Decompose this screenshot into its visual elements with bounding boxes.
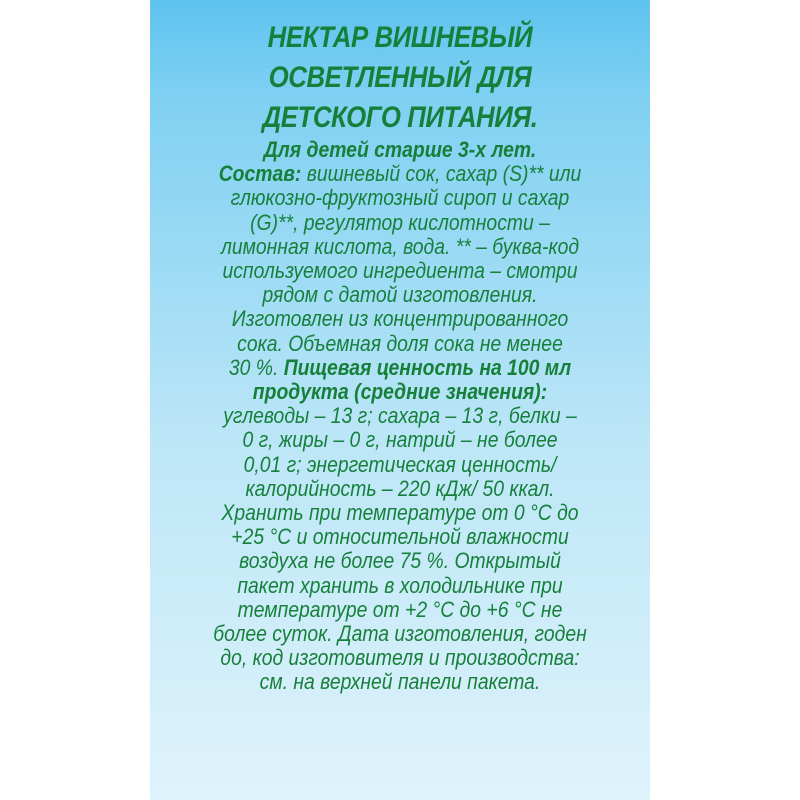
storage-line-5: температуре от +2 °С до +6 °С не xyxy=(237,596,563,622)
product-title xyxy=(185,18,615,138)
nutrition-line-2: 0 г, жиры – 0 г, натрий – не более xyxy=(242,427,558,453)
product-title-line-1: НЕКТАР ВИШНЕВЫЙ xyxy=(267,21,533,54)
production-line-1: Изготовлен из концентрированного xyxy=(231,306,569,332)
nutrition-line-3: 0,01 г; энергетическая ценность/ xyxy=(243,451,557,477)
storage-line-4: пакет хранить в холодильнике при xyxy=(237,572,563,598)
composition-line-4: лимонная кислота, вода. ** – буква-код xyxy=(220,233,580,259)
age-note: Для детей старше 3-х лет. xyxy=(263,137,537,162)
production-line-3 xyxy=(185,356,615,380)
composition-line-6: рядом с датой изготовления. xyxy=(262,282,538,308)
storage-line-8: см. на верхней панели пакета. xyxy=(259,669,541,695)
juice-share-text: 30 %. xyxy=(228,354,284,380)
storage-line-7: до, код изготовителя и производства: xyxy=(220,645,580,671)
label-text-block xyxy=(150,18,650,695)
composition-line-1 xyxy=(185,162,615,186)
nutrition-line-1: углеводы – 13 г; сахара – 13 г, белки – xyxy=(223,403,577,429)
composition-line-2: глюкозно-фруктозный сироп и сахар xyxy=(230,185,570,211)
storage-line-6: более суток. Дата изготовления, годен xyxy=(213,621,587,647)
nutrition-heading-part-2: продукта (средние значения): xyxy=(252,379,548,405)
product-title-line-3: ДЕТСКОГО ПИТАНИЯ. xyxy=(262,101,538,134)
composition-line-3: (G)**, регулятор кислотности – xyxy=(250,209,550,235)
composition-line-5: используемого ингредиента – смотри xyxy=(222,258,578,284)
production-line-2: сока. Объемная доля сока не менее xyxy=(237,330,563,356)
composition-label: Состав: xyxy=(218,161,302,187)
storage-line-3: воздуха не более 75 %. Открытый xyxy=(239,548,561,574)
nutrition-heading-part-1: Пищевая ценность на 100 мл xyxy=(283,354,572,380)
storage-line-1: Хранить при температуре от 0 °С до xyxy=(221,500,579,526)
nutrition-line-4: калорийность – 220 кДж/ 50 ккал. xyxy=(245,475,555,501)
storage-line-2: +25 °С и относительной влажности xyxy=(231,524,569,550)
label-body xyxy=(185,138,615,695)
composition-text-start: вишневый сок, сахар (S)** или xyxy=(301,161,582,187)
product-title-line-2: ОСВЕТЛЕННЫЙ ДЛЯ xyxy=(268,61,532,94)
product-label-panel xyxy=(150,0,650,800)
